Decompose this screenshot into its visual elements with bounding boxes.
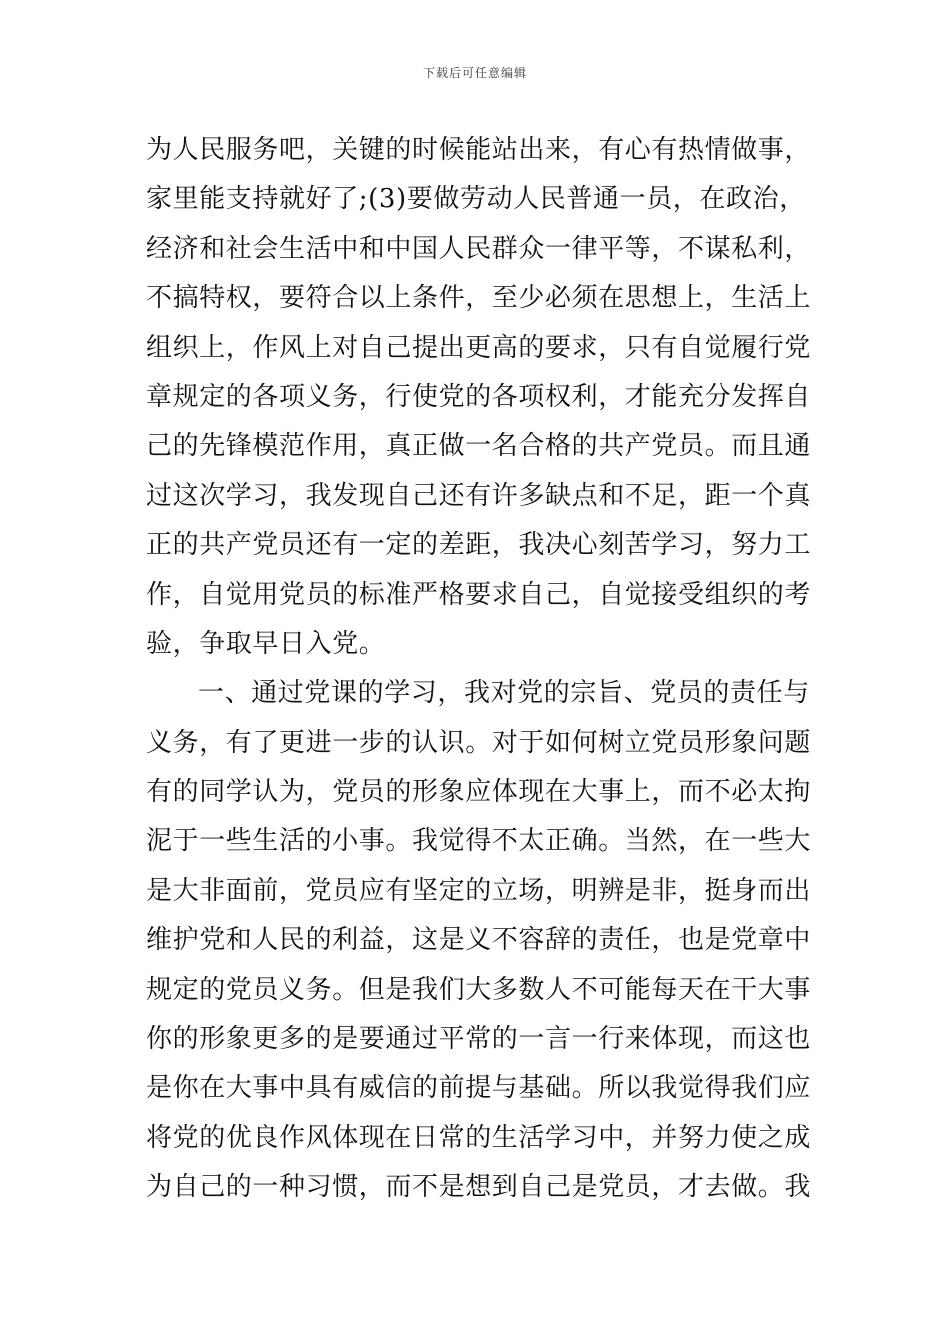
paragraph-first-line: 一、通过党课的学习，我对党的宗旨、党员的责任与 xyxy=(198,678,810,709)
text-line: 章规定的各项义务，行使党的各项权利，才能充分发挥自 xyxy=(146,381,812,412)
text-line: 经济和社会生活中和中国人民群众一律平等，不谋私利， xyxy=(146,233,812,264)
document-body xyxy=(146,126,816,1213)
page-header: 下载后可任意编辑 xyxy=(422,66,527,80)
text-line: 为自己的一种习惯，而不是想到自己是党员，才去做。我 xyxy=(146,1172,812,1203)
text-line: 家里能支持就好了;(3)要做劳动人民普通一员，在政治， xyxy=(146,184,806,215)
text-line: 作，自觉用党员的标准严格要求自己，自觉接受组织的考 xyxy=(146,579,812,610)
text-line: 过这次学习，我发现自己还有许多缺点和不足，距一个真 xyxy=(146,480,812,511)
text-line: 规定的党员义务。但是我们大多数人不可能每天在干大事 xyxy=(146,974,812,1005)
text-line: 组织上，作风上对自己提出更高的要求，只有自觉履行党 xyxy=(146,332,812,363)
text-line: 维护党和人民的利益，这是义不容辞的责任，也是党章中 xyxy=(146,925,812,956)
text-line: 己的先锋模范作用，真正做一名合格的共产党员。而且通 xyxy=(146,431,812,462)
text-line: 正的共产党员还有一定的差距，我决心刻苦学习，努力工 xyxy=(146,530,812,561)
text-line: 不搞特权，要符合以上条件，至少必须在思想上，生活上 xyxy=(146,283,812,314)
text-line: 你的形象更多的是要通过平常的一言一行来体现，而这也 xyxy=(146,1024,812,1055)
text-line: 是你在大事中具有威信的前提与基础。所以我觉得我们应 xyxy=(146,1073,812,1104)
text-line: 泥于一些生活的小事。我觉得不太正确。当然，在一些大 xyxy=(146,826,812,857)
text-line: 是大非面前，党员应有坚定的立场，明辨是非，挺身而出 xyxy=(146,875,812,906)
text-line: 为人民服务吧，关键的时候能站出来，有心有热情做事， xyxy=(146,135,812,165)
text-line: 将党的优良作风体现在日常的生活学习中，并努力使之成 xyxy=(146,1122,812,1153)
text-line: 验，争取早日入党。 xyxy=(146,628,386,659)
text-line: 有的同学认为，党员的形象应体现在大事上，而不必太拘 xyxy=(146,777,812,808)
text-line: 义务，有了更进一步的认识。对于如何树立党员形象问题 xyxy=(146,727,812,758)
